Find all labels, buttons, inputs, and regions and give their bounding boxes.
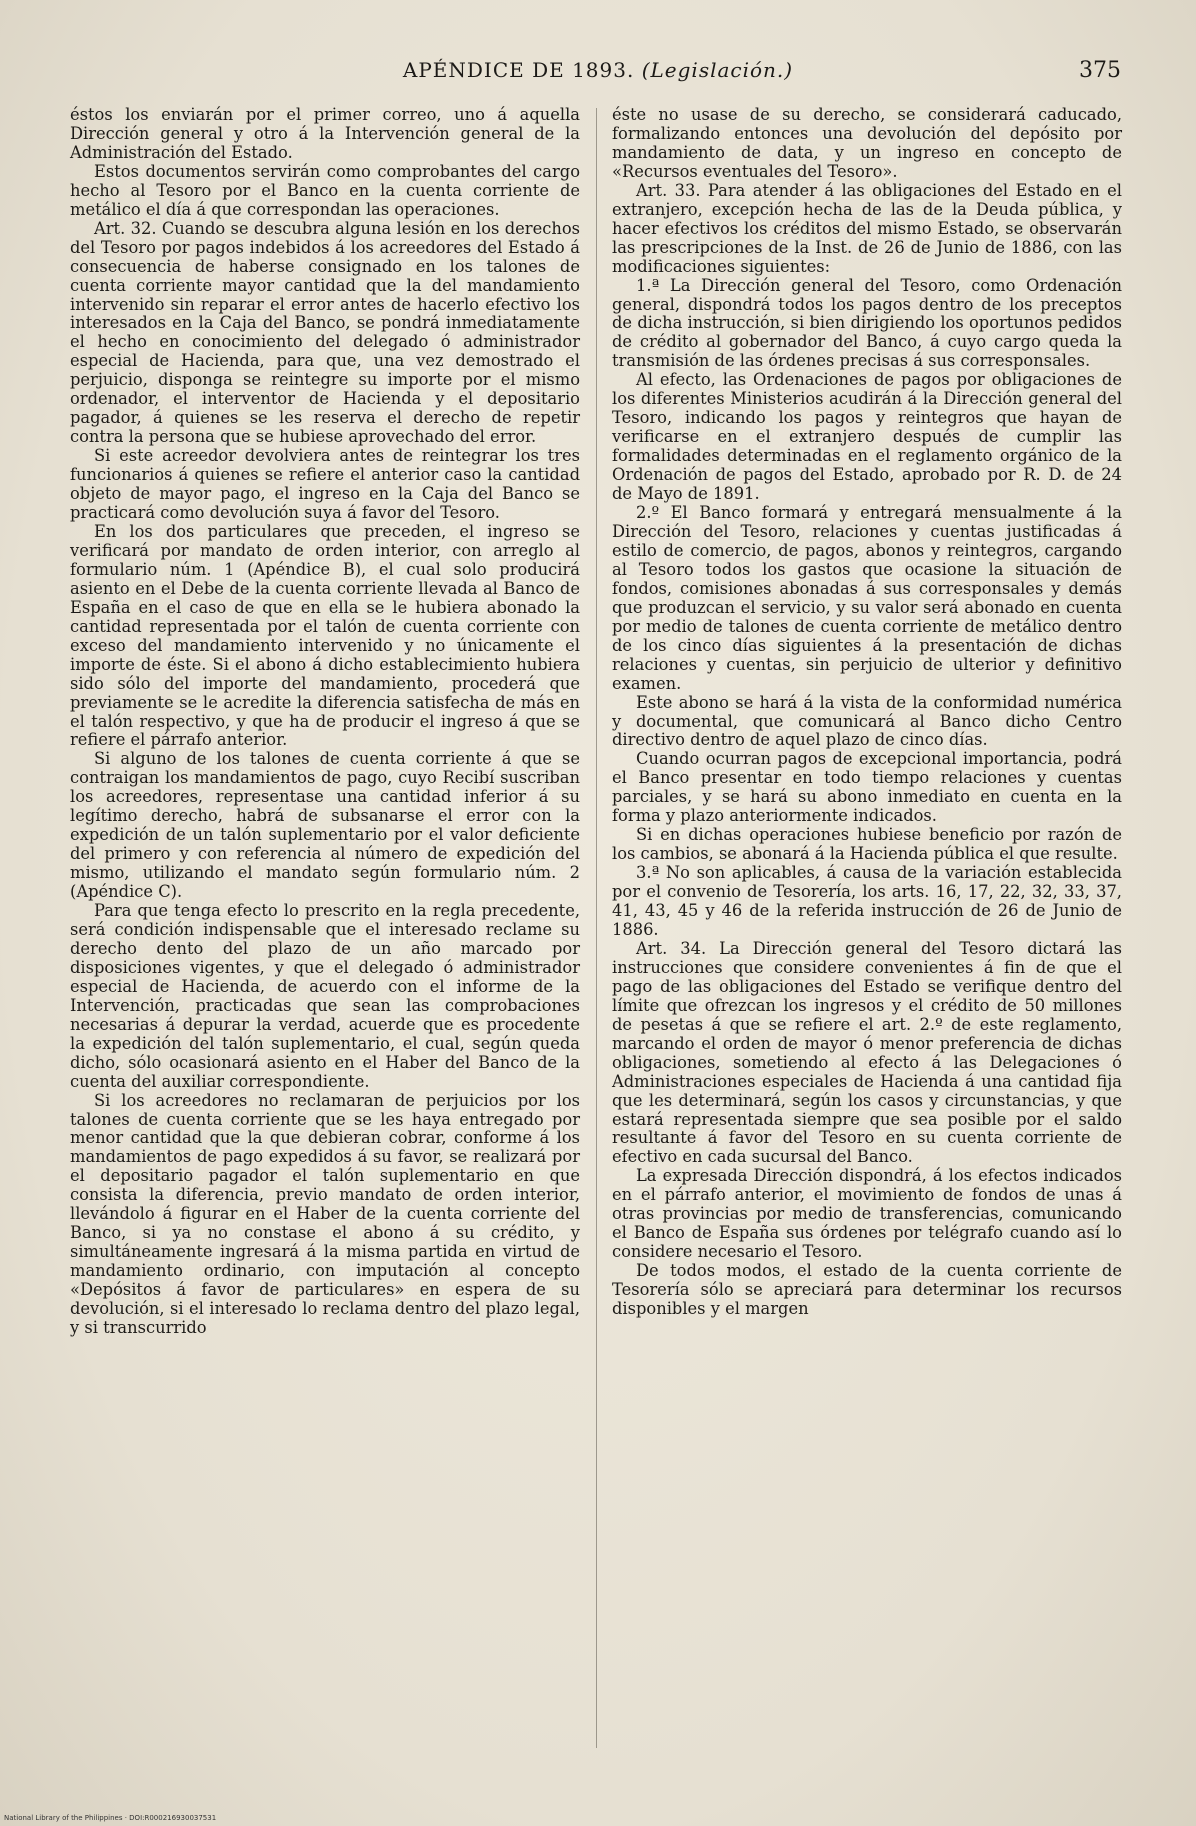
paragraph: Art. 33. Para atender á las obligaciones del Estado en el extranjero, excepción hecha de las de la Deuda pública, y hacer efectivos los créditos del mismo Estado, se observarán las prescripciones de la Inst. de 26 de Junio de 1886, con las modificaciones siguientes: bbox=[612, 180, 1122, 276]
paragraph: Estos documentos servirán como comprobantes del cargo hecho al Tesoro por el Banco en la cuenta corriente de metálico el día á que correspondan las operaciones. bbox=[70, 161, 580, 219]
paragraph: 1.ª La Dirección general del Tesoro, como Ordenación general, dispondrá todos los pagos dentro de los preceptos de dicha instrucción, si bien dirigiendo los oportunos pedidos de crédito al gobernador del Banco, á cuyo cargo queda la transmisión de las órdenes precisas á sus corresponsales. bbox=[612, 275, 1122, 371]
paragraph: éste no usase de su derecho, se considerará caducado, formalizando entonces una devolución del depósito por mandamiento de data, y un ingreso en concepto de «Recursos eventuales del Tesoro». bbox=[612, 105, 1122, 181]
right-column bbox=[612, 106, 1122, 1319]
paragraph: En los dos particulares que preceden, el ingreso se verificará por mandato de orden interior, con arreglo al formulario núm. 1 (Apéndice B), el cual solo producirá asiento en el Debe de la cuenta corriente llevada al Banco de España en el caso de que en ella se le hubiera abonado la cantidad representada por el talón de cuenta corriente con exceso del mandamiento intervenido y no únicamente el importe de éste. Si el abono á dicho establecimiento hubiera sido sólo del importe del mandamiento, procederá que previamente se le acredite la diferencia satisfecha de más en el talón respectivo, y que ha de producir el ingreso á que se refiere el párrafo anterior. bbox=[70, 521, 580, 750]
paragraph: Si en dichas operaciones hubiese beneficio por razón de los cambios, se abonará á la Hacienda pública el que resulte. bbox=[612, 825, 1122, 864]
paragraph: Art. 34. La Dirección general del Tesoro dictará las instrucciones que considere convenientes á fin de que el pago de las obligaciones del Estado se verifique dentro del límite que ofrezcan los ingresos y el crédito de 50 millones de pesetas á que se refiere el art. 2.º de este reglamento, marcando el orden de mayor ó menor preferencia de dichas obligaciones, sometiendo al efecto á las Delegaciones ó Administraciones especiales de Hacienda á una cantidad fija que les determinará, según los casos y circunstancias, y que estará representada siempre que sea posible por el saldo resultante á favor del Tesoro en su cuenta corriente de efectivo en cada sucursal del Banco. bbox=[612, 938, 1122, 1167]
paragraph: Este abono se hará á la vista de la conformidad numérica y documental, que comunicará al Banco dicho Centro directivo dentro de aquel plazo de cinco días. bbox=[612, 692, 1122, 750]
paragraph: Cuando ocurran pagos de excepcional importancia, podrá el Banco presentar en todo tiempo relaciones y cuentas parciales, y se hará su abono inmediato en cuenta en la forma y plazo anteriormente indicados. bbox=[612, 749, 1122, 826]
scan-footer: National Library of the Philippines · DOI:R000216930037531 bbox=[4, 1814, 217, 1822]
paragraph: 3.ª No son aplicables, á causa de la variación establecida por el convenio de Tesorería, los arts. 16, 17, 22, 32, 33, 37, 41, 43, 45 y 46 de la referida instrucción de 26 de Junio de 1886. bbox=[612, 863, 1122, 939]
running-title-italic: (Legislación.) bbox=[641, 58, 794, 82]
page-number: 375 bbox=[1079, 58, 1121, 83]
left-column bbox=[70, 106, 580, 1338]
paragraph: Si alguno de los talones de cuenta corriente á que se contraigan los mandamientos de pago, cuyo Recibí suscriban los acreedores, representase una cantidad inferior á su legítimo derecho, habrá de subsanarse el error con la expedición de un talón suplementario por el valor deficiente del primero y con referencia al número de expedición del mismo, utilizando el mandato según formulario núm. 2 (Apéndice C). bbox=[70, 749, 580, 902]
paragraph: Si los acreedores no reclamaran de perjuicios por los talones de cuenta corriente que se les haya entregado por menor cantidad que la que debieran cobrar, conforme á los mandamientos de pago expedidos á su favor, se realizará por el depositario pagador el talón suplementario en que consista la diferencia, previo mandato de orden interior, llevándolo á figurar en el Haber de la cuenta corriente del Banco, si ya no constase el abono á su crédito, y simultáneamente ingresará á la misma partida en virtud de mandamiento ordinario, con imputación al concepto «Depósitos á favor de particulares» en espera de su devolución, si el interesado lo reclama dentro del plazo legal, y si transcurrido bbox=[70, 1090, 580, 1337]
column-divider bbox=[596, 108, 597, 1748]
running-title-text: APÉNDICE DE 1893. bbox=[402, 58, 642, 82]
paragraph: Para que tenga efecto lo prescrito en la regla precedente, será condición indispensable que el interesado reclame su derecho dento del plazo de un año marcado por disposiciones vigentes, y que el delegado ó administrador especial de Hacienda, de acuerdo con el informe de la Intervención, practicadas que sean las comprobaciones necesarias á depurar la verdad, acuerde que es procedente la expedición del talón suplementario, el cual, según queda dicho, sólo ocasionará asiento en el Haber del Banco de la cuenta del auxiliar correspondiente. bbox=[70, 901, 580, 1091]
paragraph: Si este acreedor devolviera antes de reintegrar los tres funcionarios á quienes se refiere el anterior caso la cantidad objeto de mayor pago, el ingreso en la Caja del Banco se practicará como devolución suya á favor del Tesoro. bbox=[70, 446, 580, 523]
paragraph: Al efecto, las Ordenaciones de pagos por obligaciones de los diferentes Ministerios acudirán á la Dirección general del Tesoro, indicando los pagos y reintegros que hayan de verificarse en el extranjero después de cumplir las formalidades determinadas en el reglamento orgánico de la Ordenación de pagos del Estado, aprobado por R. D. de 24 de Mayo de 1891. bbox=[612, 370, 1122, 504]
page-header bbox=[75, 58, 1121, 92]
paragraph: éstos los enviarán por el primer correo, uno á aquella Dirección general y otro á la Intervención general de la Administración del Estado. bbox=[70, 105, 580, 162]
paragraph: Art. 32. Cuando se descubra alguna lesión en los derechos del Tesoro por pagos indebidos á los acreedores del Estado á consecuencia de haberse consignado en los talones de cuenta corriente mayor cantidad que la del mandamiento intervenido sin reparar el error antes de hacerlo efectivo los interesados en la Caja del Banco, se pondrá inmediatamente el hecho en conocimiento del delegado ó administrador especial de Hacienda, para que, una vez demostrado el perjuicio, disponga se reintegre su importe por el mismo ordenador, el interventor de Hacienda y el depositario pagador, á quienes se les reserva el derecho de repetir contra la persona que se hubiese aprovechado del error. bbox=[70, 218, 580, 447]
running-title bbox=[75, 58, 1121, 82]
paragraph: De todos modos, el estado de la cuenta corriente de Tesorería sólo se apreciará para determinar los recursos disponibles y el margen bbox=[612, 1261, 1122, 1319]
paragraph: La expresada Dirección dispondrá, á los efectos indicados en el párrafo anterior, el movimiento de fondos de unas á otras provincias por medio de transferencias, comunicando el Banco de España sus órdenes por telégrafo cuando así lo considere necesario el Tesoro. bbox=[612, 1166, 1122, 1262]
paragraph: 2.º El Banco formará y entregará mensualmente á la Dirección del Tesoro, relaciones y cuentas justificadas á estilo de comercio, de pagos, abonos y reintegros, cargando al Tesoro todos los gastos que ocasione la situación de fondos, comisiones abonadas á sus corresponsales y demás que produzcan el servicio, y su valor será abonado en cuenta por medio de talones de cuenta corriente de metálico dentro de los cinco días siguientes á la presentación de dichas relaciones y cuentas, sin perjuicio de ulterior y definitivo examen. bbox=[612, 503, 1122, 693]
